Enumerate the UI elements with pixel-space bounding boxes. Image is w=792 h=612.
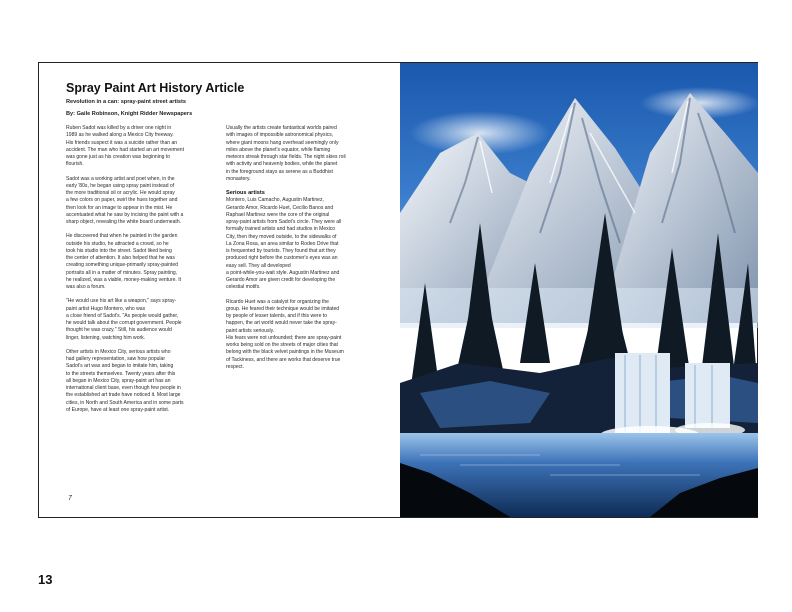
paragraph: "He would use his art like a weapon," says spray- paint artist Hugo Montero, who was a close friend of Sadot's. "As people would gather, he would talk about the corrupt government. People thought he was crazy." Still, his audience would linger, listening, watching him work. — [66, 298, 182, 341]
right-column — [226, 125, 388, 378]
section-heading: Serious artists — [226, 190, 265, 196]
paragraph: Ruben Sadot was killed by a driver one night in 1989 as he walked along a Mexico City freeway. His friends suspect it was a suicide rather than an accident. The man who had started an art movement was gone just as his creation was beginning to flourish. — [66, 125, 185, 168]
page-number: 7 — [68, 495, 72, 502]
paragraph: Montero, Luis Camacho, Augustin Martinez, Gerardo Amor, Ricardo Huet, Cecilio Banos and Raphael Martinez were the core of the original spray-paint artists from Sadot's circle. They were all formally trained artists and had studios in Mexico City, then they moved outside, to the sidewalks of La Zona Rosa, an area similar to Rodeo Drive that is frequented by tourists. They found that art they produced right before the customer's eyes was an easy sell. They all developed a point-while-you-wait style. Augustin Martinez and Gerardo Amor are given credit for developing the celestial motifs. — [226, 197, 342, 291]
article-byline: By: Gaile Robinson, Knight Ridder Newspapers — [66, 111, 193, 117]
book-spread — [38, 62, 758, 518]
landscape-illustration — [400, 63, 758, 517]
left-column — [66, 125, 226, 421]
paragraph: Other artists in Mexico City, serious artists who had gallery representation, saw how popular Sadot's art was and began to imitate him, taking to the streets themselves. Twenty years after this all began in Mexico City, spray-paint art has an international client base, even though few people in the established art trade have noticed it. Most large cities, in North and South America and in some parts of Europe, have at least one spray-paint artist. — [66, 348, 184, 413]
paragraph: He discovered that when he painted in the garden outside his studio, he attracted a crowd, so he took his studio into the street. Sadot liked being the center of attention. It also helped that he was creating something unique-primarily spray-painted portraits all in a matter of minutes. Spray painting, he realized, was a viable, money-making venture. It was also a forum. — [66, 233, 182, 290]
text-page — [39, 63, 401, 517]
paragraph: Ricardo Huet was a catalyst for organizing the group. He feared their technique would be imitated by people of lesser talents, and if this were to happen, the art world would never take the spray- paint artists seriously. His fears were not unfounded; there are spray-paint works being sold on the streets of major cities that belong with the black velvet paintings in the Museum of Tackiness, and there are works that deserve true respect. — [226, 298, 344, 370]
article-title: Spray Paint Art History Article — [66, 81, 245, 95]
article-subtitle: Revolution in a can: spray-paint street artists — [66, 99, 186, 105]
paragraph: Sadot was a working artist and poet when, in the early '80s, he began using spray paint instead of the more traditional oil or acrylic. He would spray a few colors on paper, swirl the hues together and then look for an image to appear in the mist. He accentuated what he saw by incising the paint with a sharp object, revealing the white board underneath. — [66, 175, 184, 225]
folio-number: 13 — [38, 572, 53, 587]
paragraph: Usually the artists create fantastical worlds paired with images of impossible astronomical physics, where giant moons hang overhead seemingly only miles above the planet's equator, while flaming meteors streak through star fields. The night skies roil with activity and heavenly bodies, while the planet in the foreground stays as serene as a Buddhist monastery. — [226, 125, 346, 182]
